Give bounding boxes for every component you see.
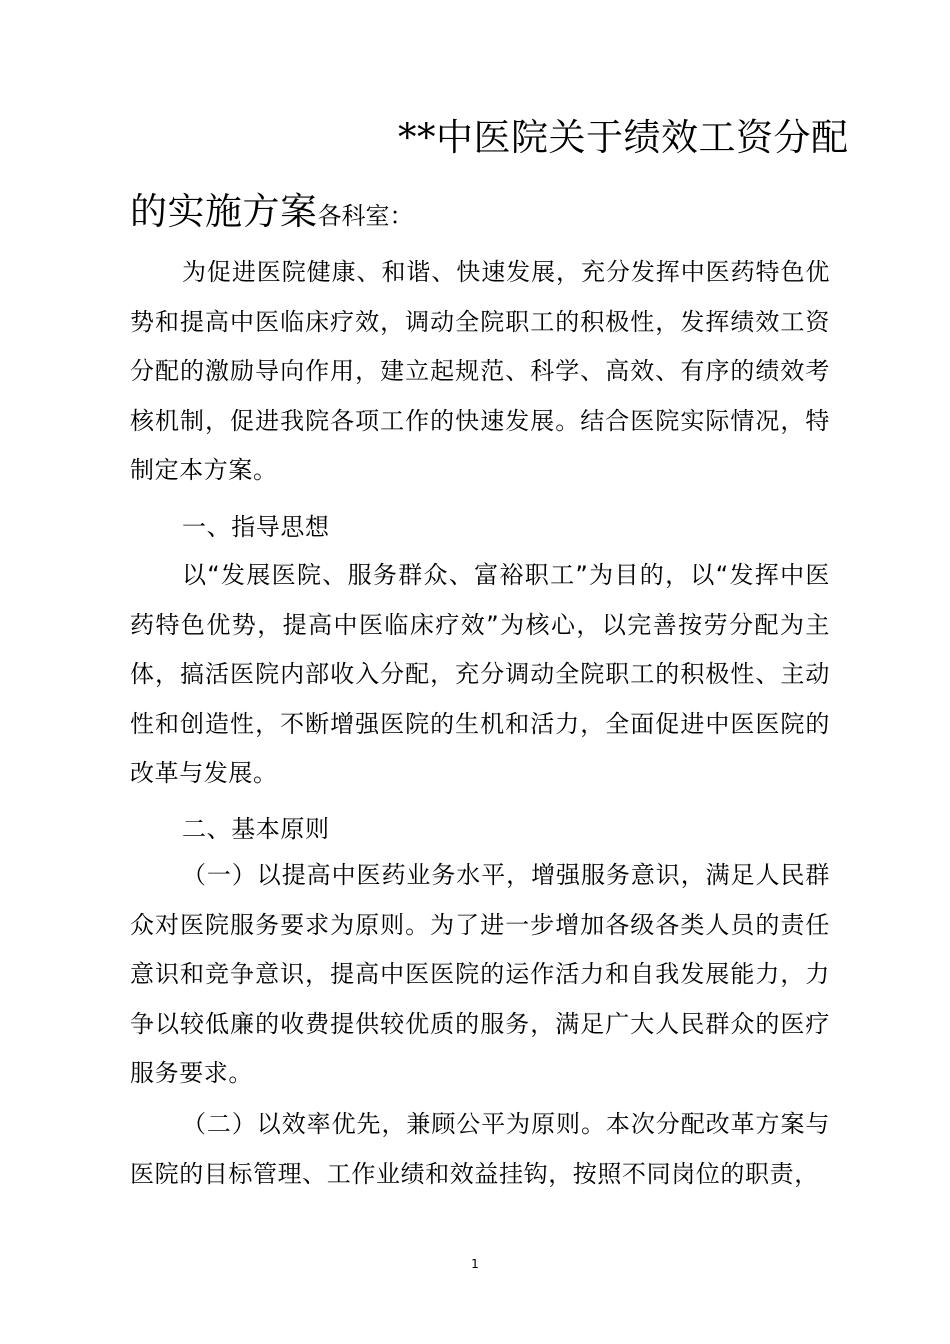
principle-2-paragraph: （二）以效率优先，兼顾公平为原则。本次分配改革方案与医院的目标管理、工作业绩和效益挂钩，按照不同岗位的职责， <box>130 1110 830 1188</box>
document-title-line-2-text: 的实施方案 <box>130 190 318 233</box>
guiding-ideology-paragraph: 以“发展医院、服务群众、富裕职工”为目的，以“发挥中医药特色优势，提高中医临床疗效”为核心，以完善按劳分配为主体，搞活医院内部收入分配，充分调动全院职工的积极性、主动性和创造性，不断增强医院的生机和活力，全面促进中医医院的改革与发展。 <box>130 561 830 787</box>
document-title-line-2 <box>130 186 414 242</box>
salutation: 各科室： <box>317 202 414 230</box>
page-number: 1 <box>471 1257 479 1271</box>
document-title-line-1: **中医院关于绩效工资分配 <box>398 116 849 159</box>
principle-1-paragraph: （一）以提高中医药业务水平，增强服务意识，满足人民群众对医院服务要求为原则。为了进一步增加各级各类人员的责任意识和竞争意识，提高中医医院的运作活力和自我发展能力，力争以较低廉的收费提供较优质的服务，满足广大人民群众的医疗服务要求。 <box>130 861 830 1087</box>
section-heading-basic-principles: 二、基本原则 <box>182 815 330 843</box>
section-heading-guiding-ideology: 一、指导思想 <box>182 513 330 541</box>
intro-paragraph: 为促进医院健康、和谐、快速发展，充分发挥中医药特色优势和提高中医临床疗效，调动全院职工的积极性，发挥绩效工资分配的激励导向作用，建立起规范、科学、高效、有序的绩效考核机制，促进我院各项工作的快速发展。结合医院实际情况，特制定本方案。 <box>130 258 830 484</box>
